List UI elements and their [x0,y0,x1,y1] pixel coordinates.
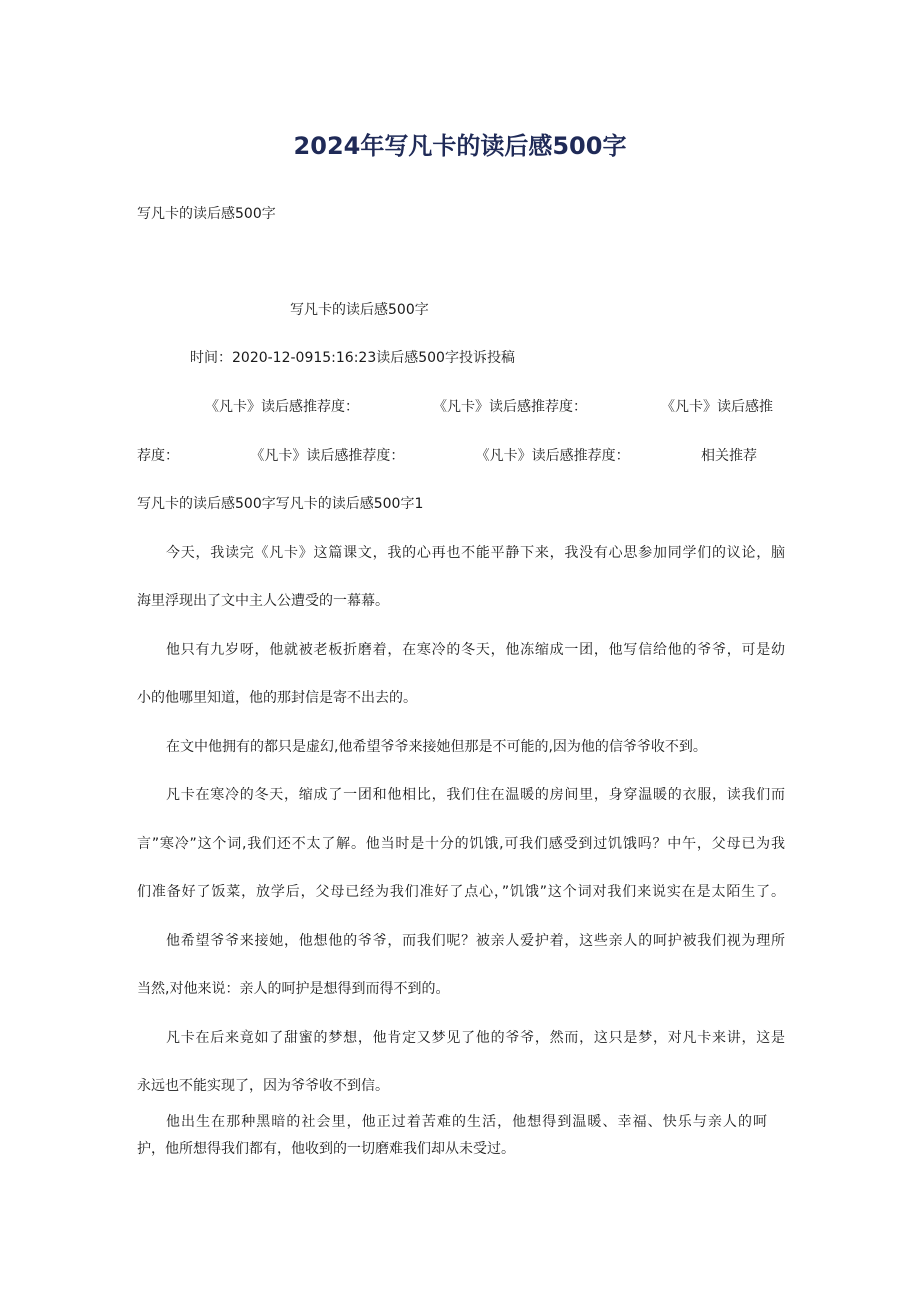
recommend-item[interactable]: 《凡卡》读后感推荐度： [475,448,630,464]
paragraph-line: 凡卡在寒冷的冬天，缩成了一团和他相比，我们住在温暖的房间里，身穿温暖的衣服，读我们而 [166,787,785,803]
section-heading: 写凡卡的读后感500字写凡卡的读后感500字1 [137,496,424,512]
paragraph-line: 他只有九岁呀，他就被老板折磨着，在寒冷的冬天，他冻缩成一团，他写信给他的爷爷，可是幼 [166,642,785,658]
paragraph-line: 言”寒冷”这个词,我们还不太了解。他当时是十分的饥饿,可我们感受到过饥饿吗？中午，父母已为我 [137,836,785,852]
paragraph-line: 护，他所想得我们都有，他收到的一切磨难我们却从未受过。 [137,1141,515,1157]
paragraph-line: 凡卡在后来竟如了甜蜜的梦想，他肯定又梦见了他的爷爷，然而，这只是梦，对凡卡来讲，这是 [166,1030,785,1046]
paragraph-line: 永远也不能实现了，因为爷爷收不到信。 [137,1078,389,1094]
paragraph-line: 海里浮现出了文中主人公遭受的一幕幕。 [137,593,389,609]
paragraph-line: 在文中他拥有的都只是虚幻,他希望爷爷来接她但那是不可能的,因为他的信爷爷收不到。 [166,739,707,755]
paragraph-line: 们准备好了饭菜，放学后，父母已经为我们准好了点心，”饥饿”这个词对我们来说实在是太陌生了。 [137,884,785,900]
meta-line: 时间：2020-12-0915:16:23读后感500字投诉投稿 [190,350,515,366]
recommend-item[interactable]: 《凡卡》读后感推 [661,399,773,415]
paragraph-line: 小的他哪里知道，他的那封信是寄不出去的。 [137,690,417,706]
recommend-row-2 [137,446,757,466]
recommend-row-1 [205,397,773,417]
document-subtitle: 写凡卡的读后感500字 [137,206,276,222]
recommend-item[interactable]: 《凡卡》读后感推荐度： [205,399,359,415]
document-title: 2024年写凡卡的读后感500字 [293,132,627,160]
recommend-item: 荐度： [137,448,179,464]
paragraph-line: 他希望爷爷来接她，他想他的爷爷，而我们呢？被亲人爱护着，这些亲人的呵护被我们视为理所 [166,933,785,949]
related-recommend-link[interactable]: 相关推荐 [700,448,757,464]
paragraph-line: 当然,对他来说：亲人的呵护是想得到而得不到的。 [137,981,450,997]
paragraph-line: 今天，我读完《凡卡》这篇课文，我的心再也不能平静下来，我没有心思参加同学们的议论，脑 [166,545,785,561]
recommend-item[interactable]: 《凡卡》读后感推荐度： [250,448,405,464]
inner-title: 写凡卡的读后感500字 [290,302,429,318]
recommend-item[interactable]: 《凡卡》读后感推荐度： [433,399,587,415]
paragraph-line: 他出生在那种黑暗的社会里，他正过着苦难的生活，他想得到温暖、幸福、快乐与亲人的呵 [166,1114,767,1130]
